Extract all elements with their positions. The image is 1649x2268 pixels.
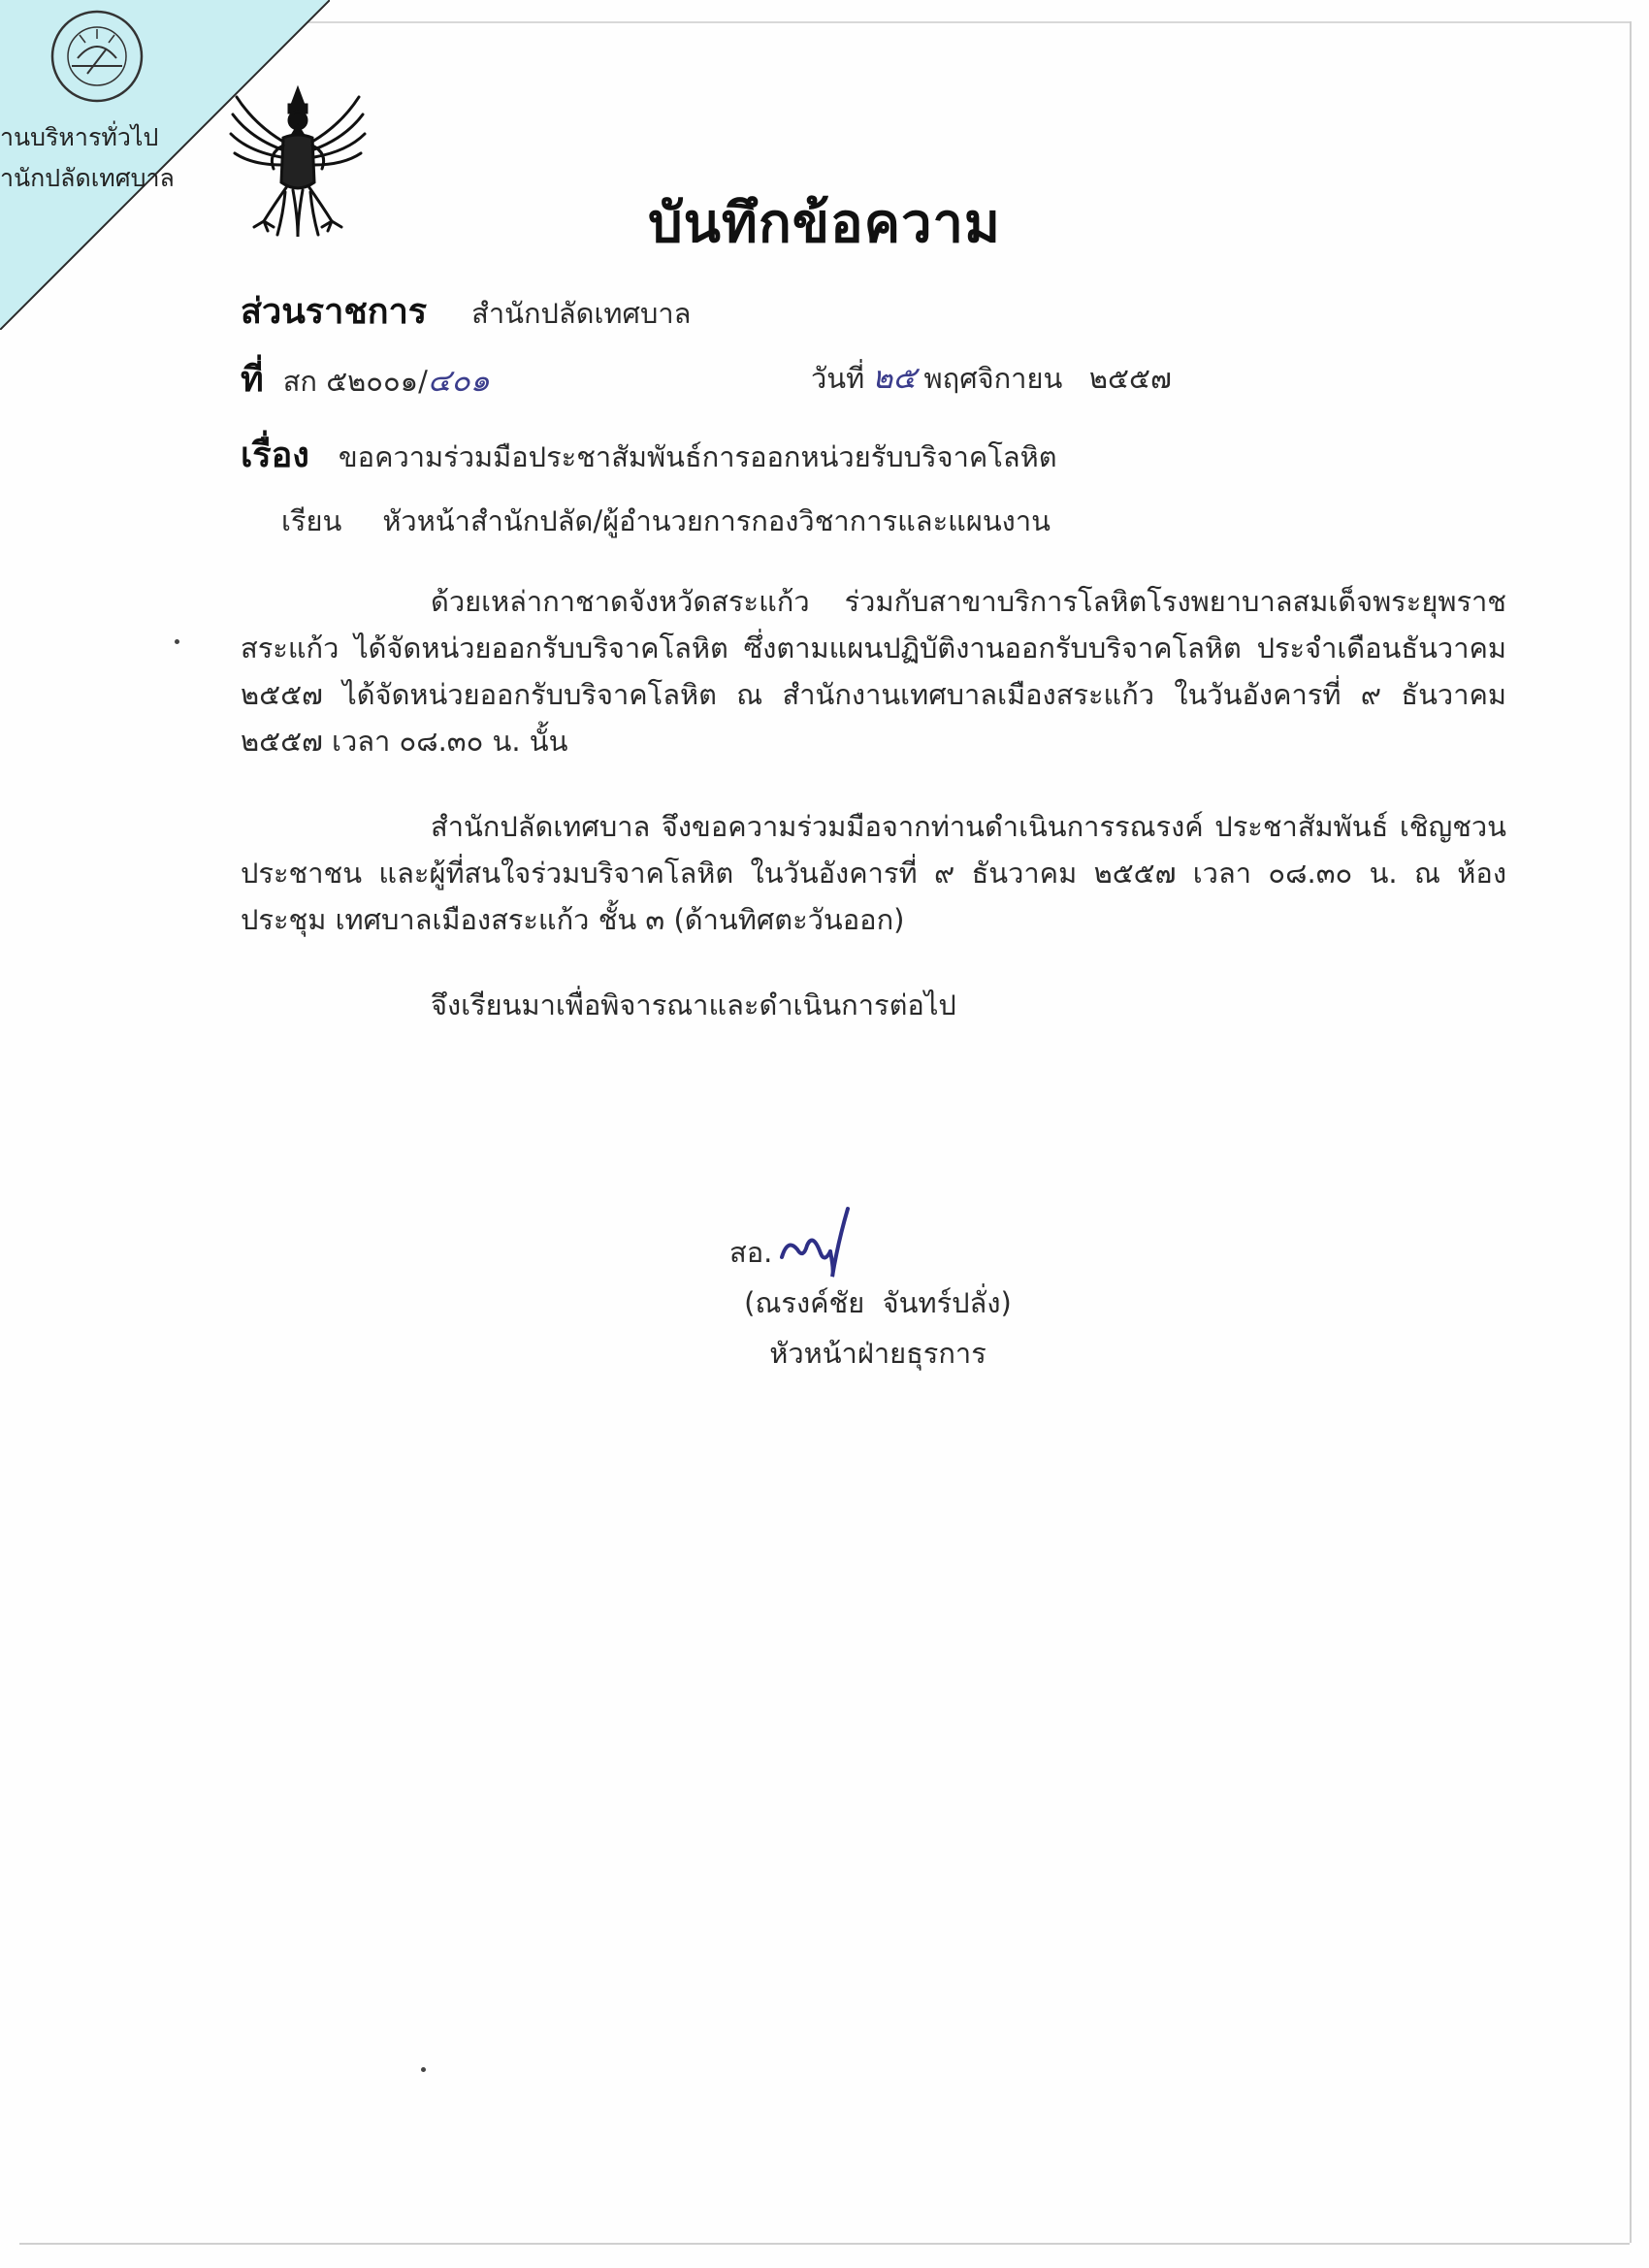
date-label: วันที่ — [811, 362, 865, 395]
subject-label: เรื่อง — [241, 436, 309, 475]
agency-row — [241, 283, 691, 339]
scan-edge-right — [1630, 21, 1632, 2243]
subject-value: ขอความร่วมมือประชาสัมพันธ์การออกหน่วยรับบริจาคโลหิต — [338, 440, 1057, 473]
body-paragraph-closing: จึงเรียนมาเพื่อพิจารณาและดำเนินการต่อไป — [431, 988, 956, 1021]
stamp-line-division: านบริหารทั่วไป — [0, 123, 159, 151]
handwritten-signature — [776, 1203, 892, 1280]
signer-name: (ณรงค์ชัย จันทร์ปลั่ง) — [744, 1286, 1012, 1319]
memo-title: บันทึกข้อความ — [648, 192, 1001, 255]
scan-speck — [421, 2067, 426, 2072]
addressee-row — [241, 499, 1051, 543]
signer-position: หัวหน้าฝ่ายธุรการ — [769, 1337, 986, 1370]
scan-speck — [175, 639, 179, 644]
signature-prefix: สอ. — [729, 1236, 773, 1269]
reference-number: ๔๐๑ — [427, 362, 490, 399]
agency-value: สำนักปลัดเทศบาล — [471, 297, 692, 330]
addressee-value: หัวหน้าสำนักปลัด/ผู้อำนวยการกองวิชาการและแผนงาน — [382, 504, 1051, 537]
stamp-line-office: านักปลัดเทศบาล — [0, 164, 175, 192]
date-day: ๒๕ — [872, 359, 917, 396]
date-row — [811, 353, 1172, 403]
body-paragraph-2: สำนักปลัดเทศบาล จึงขอความร่วมมือจากท่านดำเนินการรณรงค์ ประชาสัมพันธ์ เชิญชวน ประชาชน และผู้ที่สนใจร่วมบริจาคโลหิต ในวันอังคารที่ ๙ ธันวาคม ๒๕๕๗ เวลา ๐๘.๓๐ น. ณ ห้องประชุม เทศบาลเมืองสระแก้ว ชั้น ๓ (ด้านทิศตะวันออก) — [241, 810, 1506, 936]
subject-row — [241, 427, 1057, 482]
reference-prefix: สก ๕๒๐๐๑/ — [282, 365, 428, 398]
scan-edge-bottom — [19, 2243, 1630, 2245]
date-month-year: พฤศจิกายน ๒๕๕๗ — [923, 362, 1172, 395]
addressee-label: เรียน — [281, 504, 342, 537]
body-paragraph-1: ด้วยเหล่ากาชาดจังหวัดสระแก้ว ร่วมกับสาขาบริการโลหิตโรงพยาบาลสมเด็จพระยุพราช สระแก้ว ได้จัดหน่วยออกรับบริจาคโลหิต ซึ่งตามแผนปฏิบัติงานออกรับบริจาคโลหิต ประจำเดือนธันวาคม ๒๕๕๗ ได้จัดหน่วยออกรับบริจาคโลหิต ณ สำนักงานเทศบาลเมืองสระแก้ว ในวันอังคารที่ ๙ ธันวาคม ๒๕๕๗ เวลา ๐๘.๓๐ น. นั้น — [241, 585, 1506, 758]
reference-label: ที่ — [241, 360, 264, 400]
agency-label: ส่วนราชการ — [241, 292, 428, 332]
reference-row — [241, 351, 490, 406]
